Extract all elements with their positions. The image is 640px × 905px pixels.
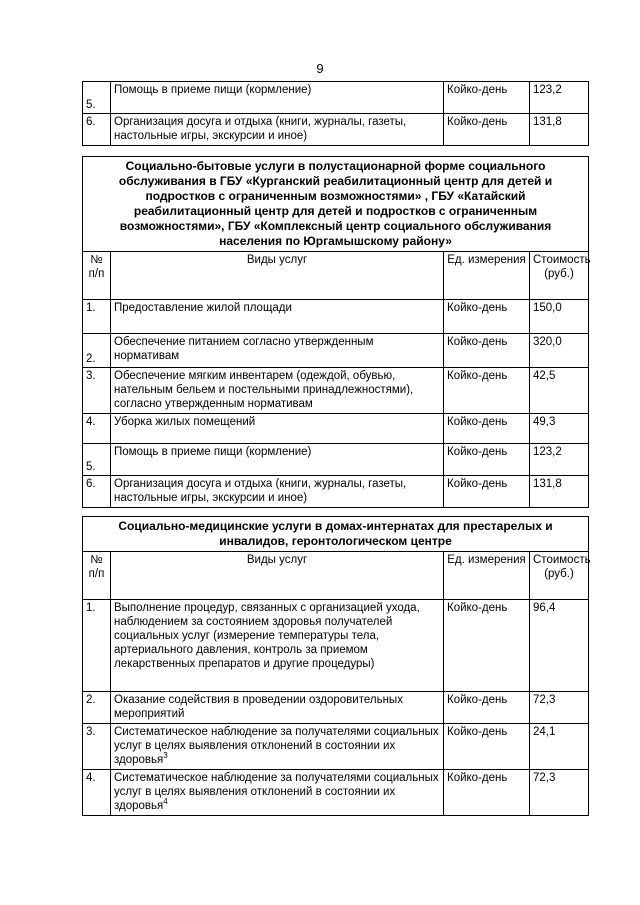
service-name: Организация досуга и отдыха (книги, журналы, газеты, настольные игры, экскурсии и иное) bbox=[111, 114, 444, 146]
row-number: 2. bbox=[83, 692, 111, 724]
col-header-service: Виды услуг bbox=[111, 252, 444, 300]
price: 49,3 bbox=[530, 414, 589, 444]
table-row bbox=[83, 368, 589, 414]
service-name bbox=[111, 770, 444, 816]
unit: Койко-день bbox=[444, 770, 530, 816]
row-number: 5. bbox=[83, 444, 111, 476]
unit: Койко-день bbox=[444, 300, 530, 334]
table-row bbox=[83, 114, 589, 146]
service-name-text: Систематическое наблюдение за получателями социальных услуг в целях выявления отклонений в состоянии их здоровья bbox=[114, 726, 439, 766]
price: 131,8 bbox=[530, 476, 589, 508]
page-number: 9 bbox=[316, 61, 324, 76]
unit: Койко-день bbox=[444, 444, 530, 476]
price: 131,8 bbox=[530, 114, 589, 146]
table-row bbox=[83, 82, 589, 114]
footnote-mark: 3 bbox=[163, 751, 168, 761]
service-name: Помощь в приеме пищи (кормление) bbox=[111, 444, 444, 476]
price: 72,3 bbox=[530, 770, 589, 816]
table-row bbox=[83, 334, 589, 368]
unit: Койко-день bbox=[444, 414, 530, 444]
unit: Койко-день bbox=[444, 724, 530, 770]
table-row bbox=[83, 444, 589, 476]
service-name: Обеспечение питанием согласно утвержденным нормативам bbox=[111, 334, 444, 368]
table-column-headers bbox=[83, 552, 589, 600]
col-header-number: № п/п bbox=[83, 252, 111, 300]
service-name bbox=[111, 724, 444, 770]
table-row bbox=[83, 476, 589, 508]
row-number: 6. bbox=[83, 476, 111, 508]
service-name: Выполнение процедур, связанных с организацией ухода, наблюдением за состоянием здоровья получателей социальных услуг (измерение температуры тела, артериального давления, контроль за приемом лекарственных препаратов и другие процедуры) bbox=[111, 600, 444, 692]
table-row bbox=[83, 770, 589, 816]
row-number: 1. bbox=[83, 300, 111, 334]
unit: Койко-день bbox=[444, 368, 530, 414]
row-number: 2. bbox=[83, 334, 111, 368]
row-number: 4. bbox=[83, 414, 111, 444]
row-number: 5. bbox=[83, 82, 111, 114]
section-title: Социально-медицинские услуги в домах-интернатах для престарелых и инвалидов, геронтологическом центре bbox=[83, 517, 589, 552]
service-name: Уборка жилых помещений bbox=[111, 414, 444, 444]
col-header-service: Виды услуг bbox=[111, 552, 444, 600]
unit: Койко-день bbox=[444, 692, 530, 724]
service-name-text: Систематическое наблюдение за получателями социальных услуг в целях выявления отклонений в состоянии их здоровья bbox=[114, 772, 439, 812]
price: 320,0 bbox=[530, 334, 589, 368]
col-header-unit: Ед. измерения bbox=[444, 252, 530, 300]
col-header-number: № п/п bbox=[83, 552, 111, 600]
service-name: Помощь в приеме пищи (кормление) bbox=[111, 82, 444, 114]
table-row bbox=[83, 692, 589, 724]
table-row bbox=[83, 600, 589, 692]
table-row bbox=[83, 724, 589, 770]
row-number: 3. bbox=[83, 724, 111, 770]
row-number: 6. bbox=[83, 114, 111, 146]
row-number: 1. bbox=[83, 600, 111, 692]
table-column-headers bbox=[83, 252, 589, 300]
service-name: Обеспечение мягким инвентарем (одеждой, обувью, нательным бельем и постельными принадлежностями), согласно утвержденным нормативам bbox=[111, 368, 444, 414]
table-social-medical bbox=[82, 516, 589, 816]
section-title: Социально-бытовые услуги в полустационарной форме социального обслуживания в ГБУ «Курганский реабилитационный центр для детей и подростков с ограниченным возможностями» , ГБУ «Катайский реабилитационный центр для детей и подростков с ограниченным возможностями», ГБУ «Комплексный центр социального обслуживания населения по Юргамышскому району» bbox=[83, 157, 589, 252]
price: 123,2 bbox=[530, 444, 589, 476]
row-number: 3. bbox=[83, 368, 111, 414]
service-name: Организация досуга и отдыха (книги, журналы, газеты, настольные игры, экскурсии и иное) bbox=[111, 476, 444, 508]
price: 150,0 bbox=[530, 300, 589, 334]
table-section-header bbox=[83, 157, 589, 252]
price: 123,2 bbox=[530, 82, 589, 114]
table-row bbox=[83, 414, 589, 444]
unit: Койко-день bbox=[444, 476, 530, 508]
table-continuation bbox=[82, 81, 589, 146]
price: 24,1 bbox=[530, 724, 589, 770]
price: 42,5 bbox=[530, 368, 589, 414]
col-header-price: Стоимость (руб.) bbox=[530, 552, 589, 600]
unit: Койко-день bbox=[444, 600, 530, 692]
footnote-mark: 4 bbox=[163, 797, 168, 807]
table-row bbox=[83, 300, 589, 334]
table-social-household bbox=[82, 156, 589, 508]
table-section-header bbox=[83, 517, 589, 552]
col-header-unit: Ед. измерения bbox=[444, 552, 530, 600]
price: 96,4 bbox=[530, 600, 589, 692]
unit: Койко-день bbox=[444, 114, 530, 146]
price: 72,3 bbox=[530, 692, 589, 724]
service-name: Оказание содействия в проведении оздоровительных мероприятий bbox=[111, 692, 444, 724]
service-name: Предоставление жилой площади bbox=[111, 300, 444, 334]
row-number: 4. bbox=[83, 770, 111, 816]
col-header-price: Стоимость (руб.) bbox=[530, 252, 589, 300]
unit: Койко-день bbox=[444, 334, 530, 368]
unit: Койко-день bbox=[444, 82, 530, 114]
